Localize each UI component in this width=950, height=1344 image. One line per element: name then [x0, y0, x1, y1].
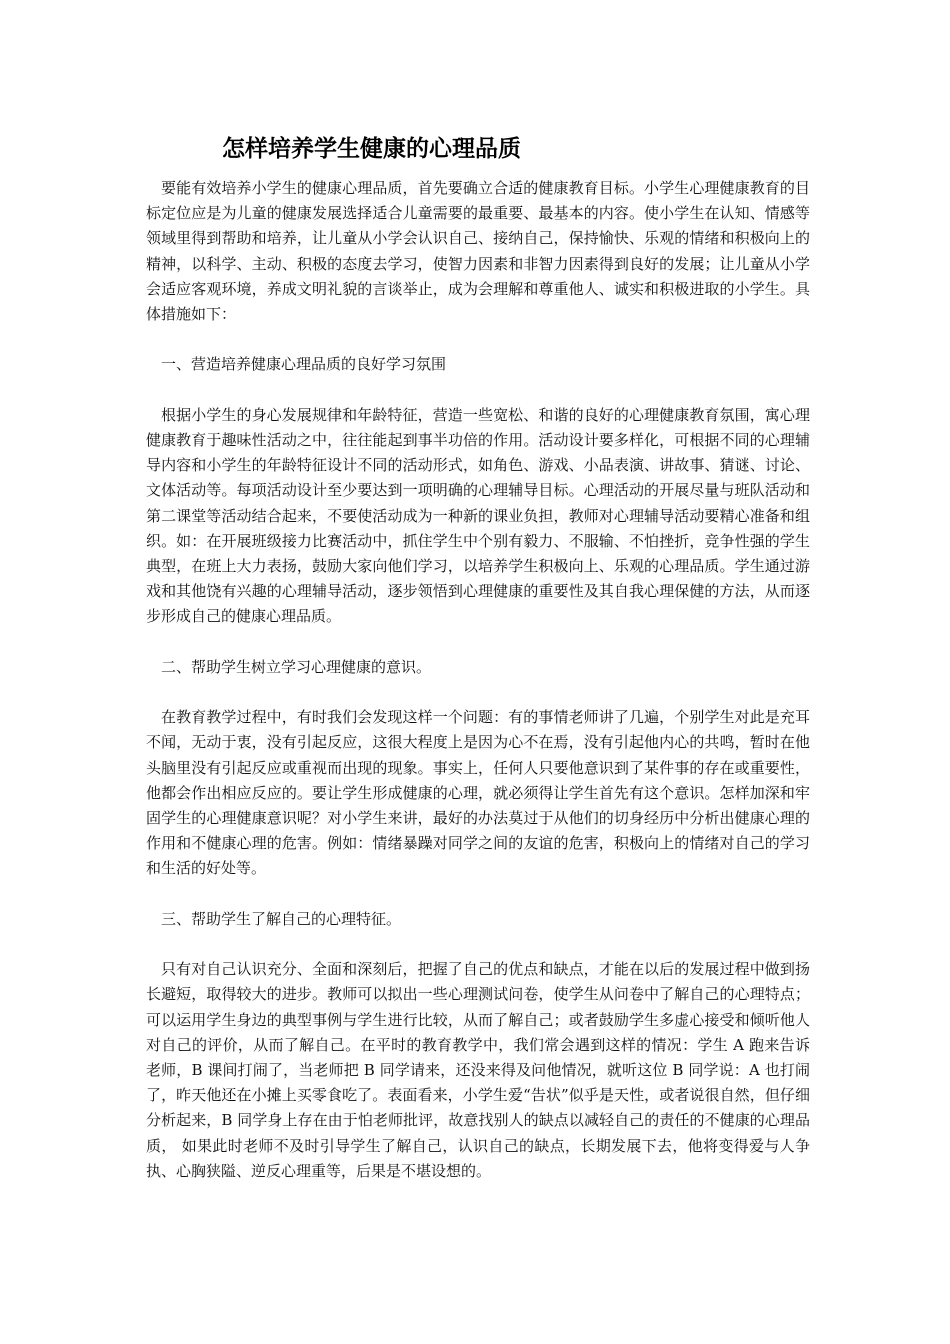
section-heading-3: 三、帮助学生了解自己的心理特征。	[161, 909, 402, 928]
paragraph-gap	[146, 882, 810, 907]
section-body-3: 只有对自己认识充分、全面和深刻后，把握了自己的优点和缺点，才能在以后的发展过程中做到扬长避短，取得较大的进步。教师可以拟出一些心理测试问卷，使学生从问卷中了解自己的心理特点；可以运用学生身边的典型事例与学生进行比较，从而了解自己；或者鼓励学生多虚心接受和倾听他人对自己的评价，从而了解自己。在平时的教育教学中，我们常会遇到这样的情况：学生 A 跑来告诉老师，B 课间打闹了，当老师把 B 同学请来，还没来得及问他情况，就听这位 B 同学说：A 也打闹了，昨天他还在小摊上买零食吃了。表面看来，小学生爱“告状”似乎是天性，或者说很自然，但仔细分析起来，B 同学身上存在由于怕老师批评，故意找别人的缺点以减轻自己的责任的不健康的心理品质， 如果此时老师不及时引导学生了解自己，认识自己的缺点，长期发展下去，他将变得爱与人争执、心胸狭隘、逆反心理重等，后果是不堪设想的。	[146, 960, 810, 1180]
paragraph-gap	[146, 378, 810, 403]
document-title: 怎样培养学生健康的心理品质	[222, 136, 521, 162]
document-body	[146, 176, 810, 1184]
section-body-1: 根据小学生的身心发展规律和年龄特征，营造一些宽松、和谐的良好的心理健康教育氛围，寓心理健康教育于趣味性活动之中，往往能起到事半功倍的作用。活动设计要多样化，可根据不同的心理辅导内容和小学生的年龄特征设计不同的活动形式，如角色、游戏、小品表演、讲故事、猜谜、讨论、文体活动等。每项活动设计至少要达到一项明确的心理辅导目标。心理活动的开展尽量与班队活动和第二课堂等活动结合起来，不要使活动成为一种新的课业负担，教师对心理辅导活动要精心准备和组织。如：在开展班级接力比赛活动中，抓住学生中个别有毅力、不服输、不怕挫折，竞争性强的学生典型，在班上大力表扬，鼓励大家向他们学习，以培养学生积极向上、乐观的心理品质。学生通过游戏和其他饶有兴趣的心理辅导活动，逐步领悟到心理健康的重要性及其自我心理保健的方法，从而逐步形成自己的健康心理品质。	[146, 405, 810, 626]
paragraph-gap	[146, 630, 810, 655]
section-body-2: 在教育教学过程中，有时我们会发现这样一个问题：有的事情老师讲了几遍，个别学生对此是充耳不闻，无动于衷，没有引起反应，这很大程度上是因为心不在焉，没有引起他内心的共鸣，暂时在他头脑里没有引起反应或重视而出现的现象。事实上，任何人只要他意识到了某件事的存在或重要性，他都会作出相应反应的。要让学生形成健康的心理，就必须得让学生首先有这个意识。怎样加深和牢固学生的心理健康意识呢？对小学生来讲，最好的办法莫过于从他们的切身经历中分析出健康心理的作用和不健康心理的危害。例如：情绪暴躁对同学之间的友谊的危害，积极向上的情绪对自己的学习和生活的好处等。	[146, 708, 810, 878]
paragraph-gap	[146, 680, 810, 705]
intro-paragraph: 要能有效培养小学生的健康心理品质，首先要确立合适的健康教育目标。小学生心理健康教育的目标定位应是为儿童的健康发展选择适合儿童需要的最重要、最基本的内容。使小学生在认知、情感等领域里得到帮助和培养，让儿童从小学会认识自己、接纳自己，保持愉快、乐观的情绪和积极向上的精神，以科学、主动、积极的态度去学习，使智力因素和非智力因素得到良好的发展；让儿童从小学会适应客观环境，养成文明礼貌的言谈举止，成为会理解和尊重他人、诚实和积极进取的小学生。具体措施如下：	[146, 179, 810, 324]
section-heading-1: 一、营造培养健康心理品质的良好学习氛围	[161, 355, 447, 374]
paragraph-gap	[146, 932, 810, 957]
paragraph-gap	[146, 327, 810, 352]
section-heading-2: 二、帮助学生树立学习心理健康的意识。	[161, 657, 432, 676]
